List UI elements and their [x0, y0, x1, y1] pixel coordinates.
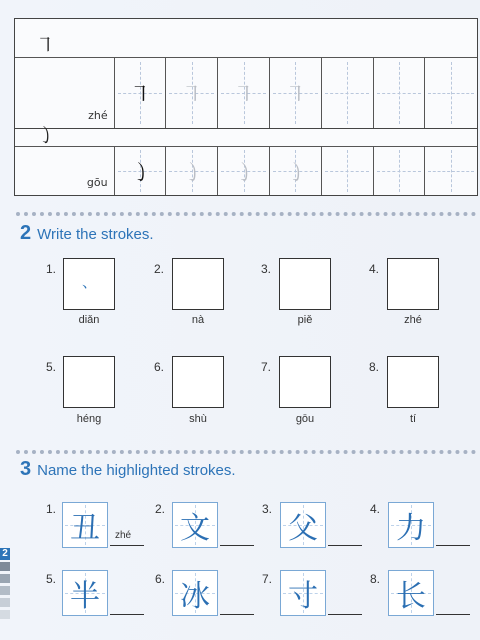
trace-cell[interactable]: ㇁ [218, 147, 270, 195]
stroke-name: piě [297, 314, 313, 326]
page-number: 2 [0, 548, 10, 560]
answer-line[interactable] [436, 614, 470, 615]
trace-cell[interactable]: ㇁ [115, 147, 167, 195]
side-tab [0, 598, 10, 607]
trace-cell[interactable]: ㇕ [270, 58, 322, 128]
question-number: 3. [262, 502, 273, 516]
section-title: Name the highlighted strokes. [37, 462, 236, 479]
answer-box[interactable] [172, 356, 224, 408]
question-number: 2. [155, 502, 166, 516]
question-number: 6. [154, 360, 165, 374]
write-cell[interactable] [374, 147, 426, 195]
stroke-name: diǎn [78, 314, 100, 326]
stroke-zhe-model: ㇕ [35, 33, 55, 57]
stroke-name: tí [409, 413, 417, 425]
question-number: 8. [369, 360, 380, 374]
question-number: 3. [261, 262, 272, 276]
section-divider [16, 212, 476, 216]
trace-cell[interactable]: ㇁ [270, 147, 322, 195]
stroke-name: héng [76, 413, 102, 425]
answer-line[interactable] [110, 545, 144, 546]
stroke-name: gōu [295, 413, 315, 425]
side-tab [0, 610, 10, 619]
section-2-heading [20, 222, 154, 245]
question-number: 7. [262, 572, 273, 586]
stroke-practice-table [14, 18, 478, 196]
question-number: 4. [369, 262, 380, 276]
character-box: 力 [388, 502, 434, 548]
section-3-heading [20, 458, 236, 481]
trace-cell[interactable]: ㇁ [166, 147, 218, 195]
character-box: 冰 [172, 570, 218, 616]
answer-line[interactable] [220, 545, 254, 546]
section-divider [16, 450, 476, 454]
question-number: 2. [154, 262, 165, 276]
question-number: 5. [46, 360, 57, 374]
answer-box[interactable] [63, 356, 115, 408]
answer-line[interactable] [110, 614, 144, 615]
answer-box[interactable] [279, 258, 331, 310]
write-cell[interactable] [322, 58, 374, 128]
stroke-row-label: gōu [15, 147, 115, 195]
stroke-name: nà [191, 314, 205, 326]
answer-line[interactable] [436, 545, 470, 546]
answer-line[interactable] [328, 545, 362, 546]
write-cell[interactable] [425, 58, 477, 128]
section-number: 2 [20, 222, 32, 244]
character-box: 寸 [280, 570, 326, 616]
stroke-row-gou [15, 146, 477, 195]
section-number: 3 [20, 458, 32, 480]
answer-line[interactable] [220, 614, 254, 615]
stroke-row-zhe [15, 57, 477, 129]
stroke-gou-model: ㇁ [35, 123, 55, 147]
stroke-name: shù [189, 413, 207, 425]
answer-box[interactable] [387, 356, 439, 408]
answer-box[interactable] [279, 356, 331, 408]
section-title: Write the strokes. [37, 226, 154, 243]
question-number: 5. [46, 572, 57, 586]
dian-stroke-example: 、 [82, 273, 98, 291]
question-number: 4. [370, 502, 381, 516]
character-box: 半 [62, 570, 108, 616]
question-number: 1. [46, 502, 57, 516]
question-number: 1. [46, 262, 57, 276]
question-number: 6. [155, 572, 166, 586]
answer-box[interactable] [63, 258, 115, 310]
character-box: 父 [280, 502, 326, 548]
trace-cell[interactable]: ㇕ [115, 58, 167, 128]
side-tab [0, 574, 10, 583]
write-cell[interactable] [425, 147, 477, 195]
answer-box[interactable] [387, 258, 439, 310]
side-tab [0, 562, 10, 571]
side-tab [0, 586, 10, 595]
answer-text: zhé [115, 530, 132, 541]
trace-cell[interactable]: ㇕ [218, 58, 270, 128]
character-box: 丑 [62, 502, 108, 548]
answer-box[interactable] [172, 258, 224, 310]
character-box: 长 [388, 570, 434, 616]
stroke-row-label: zhé [15, 58, 115, 128]
question-number: 8. [370, 572, 381, 586]
write-cell[interactable] [322, 147, 374, 195]
write-cell[interactable] [374, 58, 426, 128]
trace-cell[interactable]: ㇕ [166, 58, 218, 128]
answer-line[interactable] [328, 614, 362, 615]
character-box: 文 [172, 502, 218, 548]
question-number: 7. [261, 360, 272, 374]
stroke-name: zhé [404, 314, 422, 326]
